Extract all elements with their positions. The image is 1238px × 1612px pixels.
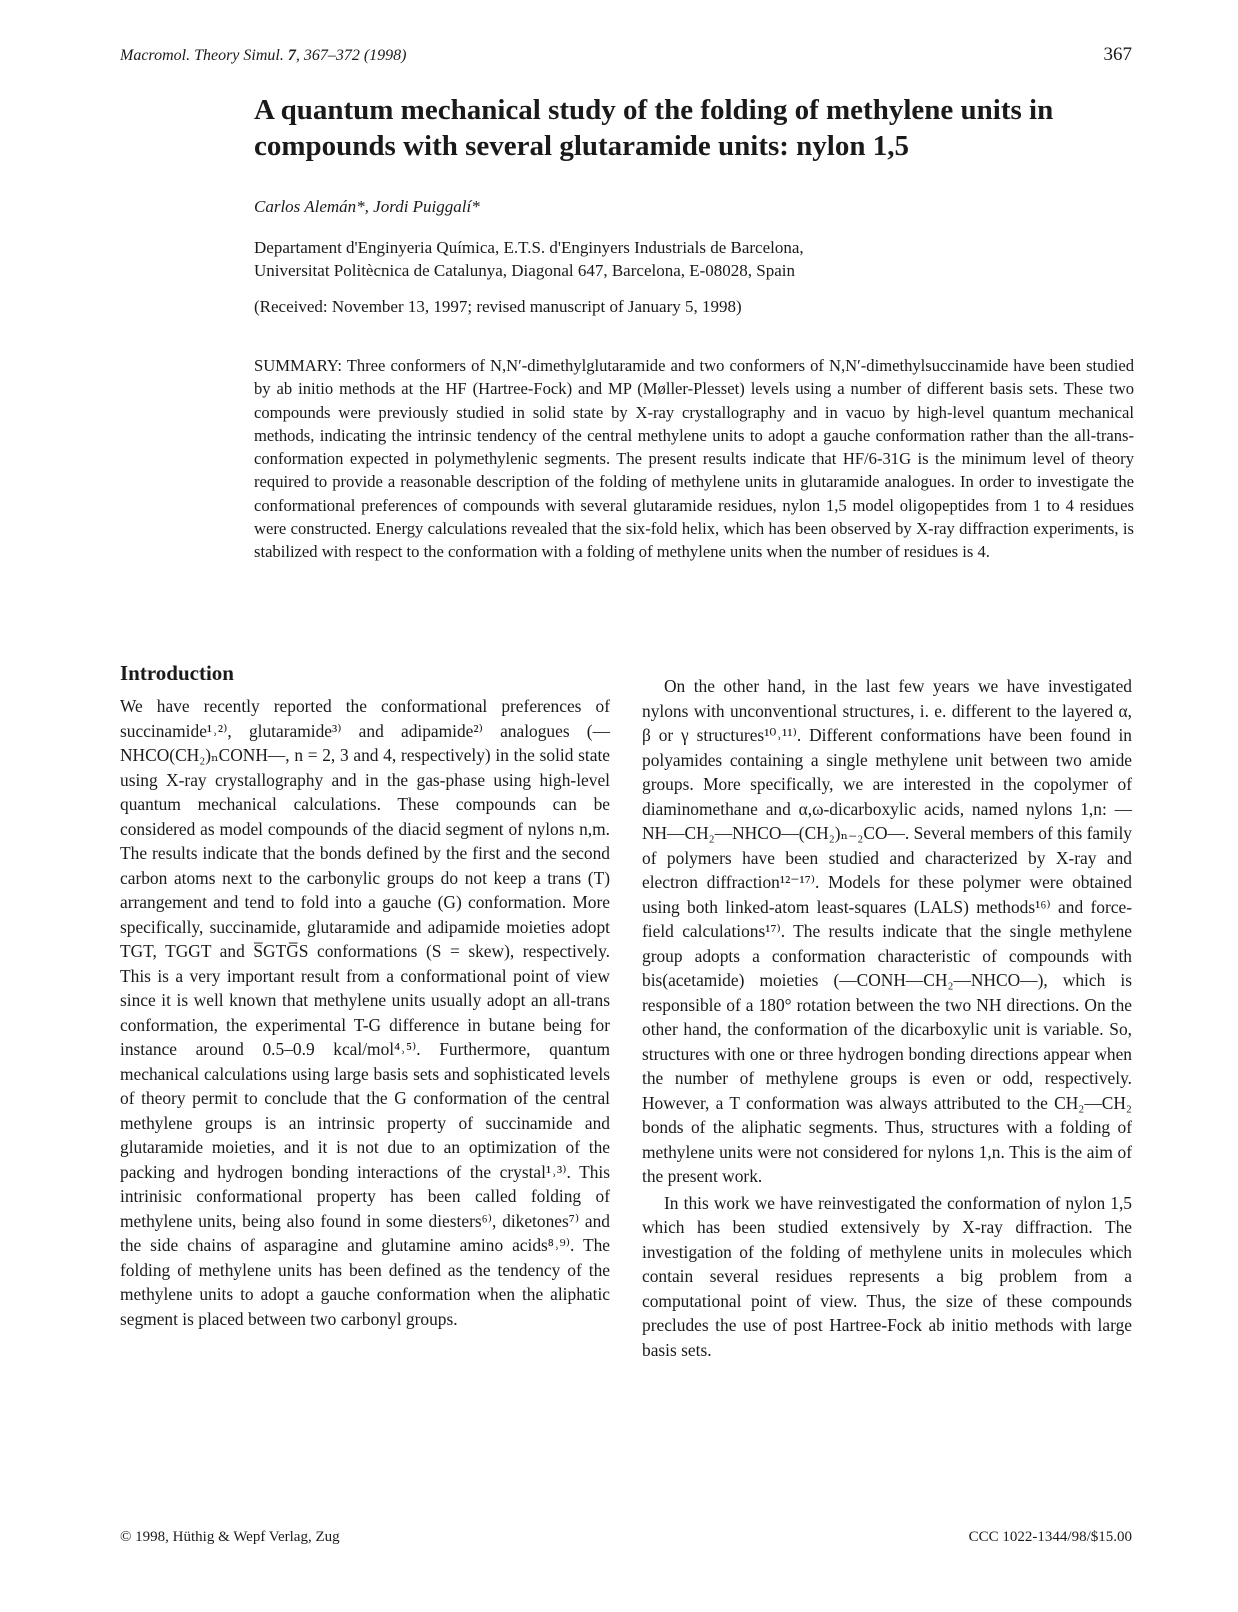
article-title: A quantum mechanical study of the folding of methylene units in compounds with several glutaramide units: nylon 1,5 — [254, 94, 1054, 162]
page-number: 367 — [1103, 44, 1132, 65]
section-heading-introduction: Introduction — [120, 661, 234, 685]
copyright-notice: © 1998, Hüthig & Wepf Verlag, Zug — [120, 1529, 340, 1545]
affiliation — [254, 236, 1134, 282]
running-head — [120, 46, 1130, 66]
body-paragraph: In this work we have reinvestigated the conformation of nylon 1,5 which has been studied extensively by X-ray diffraction. The investigation of the folding of methylene units in molecules which contain several residues represents a big problem from a computational point of view. Thus, the size of these compounds precludes the use of post Hartree-Fock ab initio methods with large basis sets. — [642, 1192, 1132, 1360]
affiliation-line: Universitat Politècnica de Catalunya, Diagonal 647, Barcelona, E-08028, Spain — [254, 261, 796, 280]
journal-volume: 7 — [287, 47, 296, 64]
received-dates: (Received: November 13, 1997; revised manuscript of January 5, 1998) — [254, 297, 742, 316]
journal-name: Macromol. Theory Simul. — [120, 47, 284, 64]
body-paragraph: On the other hand, in the last few years we have investigated nylons with unconventional structures, i. e. different to the layered α, β or γ structures¹⁰˒¹¹⁾. Different conformations have been found in polyamides containing a single methylene unit between two amide groups. More specifically, we are interested in the copolymer of diaminomethane and α,ω-dicarboxylic acids, named nylons 1,n: —NH—CH₂—NHCO—(CH₂)ₙ₋₂CO—. Several members of this family of polymers have been studied and characterized by X-ray and electron diffraction¹²⁻¹⁷⁾. Models for these polymer were obtained using both linked-atom least-squares (LALS) methods¹⁶⁾ and force-field calculations¹⁷⁾. The results indicate that the single methylene group adopts a conformation characteristic of compounds with bis(acetamide) moieties (—CONH—CH₂—NHCO—), which is responsible of a 180° rotation between the two NH directions. On the other hand, the conformation of the dicarboxylic unit is variable. So, structures with one or three hydrogen bonding directions appear when the number of methylene groups is even or odd, respectively. However, a T conformation was always attributed to the CH₂—CH₂ bonds of the aliphatic segments. Thus, structures with a folding of methylene units were not considered for nylons 1,n. This is the aim of the present work. — [642, 676, 1132, 1186]
author-list: Carlos Alemán*, Jordi Puiggalí* — [254, 197, 480, 216]
right-column — [642, 674, 1132, 1362]
journal-pages-year: , 367–372 (1998) — [295, 47, 407, 64]
affiliation-line: Departament d'Enginyeria Química, E.T.S. d'Enginyers Industrials de Barcelona, — [254, 238, 804, 257]
ccc-code: CCC 1022-1344/98/$15.00 — [968, 1529, 1132, 1545]
summary-abstract: SUMMARY: Three conformers of N,N′-dimethylglutaramide and two conformers of N,N′-dimethylsuccinamide have been studied by ab initio methods at the HF (Hartree-Fock) and MP (Møller-Plesset) levels using a number of different basis sets. These two compounds were previously studied in solid state by X-ray crystallography and in vacuo by high-level quantum mechanical methods, indicating the intrinsic tendency of the central methylene units to adopt a gauche conformation rather than the all-trans-conformation expected in polymethylenic segments. The present results indicate that HF/6-31G is the minimum level of theory required to provide a reasonable description of the folding of methylene units in glutaramide analogues. In order to investigate the conformational preferences of compounds with several glutaramide residues, nylon 1,5 model oligopeptides from 1 to 4 residues were constructed. Energy calculations revealed that the six-fold helix, which has been observed by X-ray diffraction experiments, is stabilized with respect to the conformation with a folding of methylene units when the number of residues is 4. — [254, 356, 1134, 562]
left-column — [120, 660, 610, 1331]
body-paragraph: We have recently reported the conformational preferences of succinamide¹˒²⁾, glutaramide³⁾ and adipamide²⁾ analogues (—NHCO(CH₂)ₙCONH—, n = 2, 3 and 4, respectively) in the solid state using X-ray crystallography and in the gas-phase using high-level quantum mechanical calculations. These compounds can be considered as model compounds of the diacid segment of nylons n,m. The results indicate that the bonds defined by the first and the second carbon atoms next to the carbonylic groups do not keep a trans (T) arrangement and tend to fold into a gauche (G) conformation. More specifically, succinamide, glutaramide and adipamide moieties adopt TGT, TGGT and S̅GTG̅S conformations (S = skew), respectively. This is a very important result from a conformational point of view since it is well known that methylene units usually adopt an all-trans conformation, the experimental T-G difference in butane being for instance around 0.5–0.9 kcal/mol⁴˒⁵⁾. Furthermore, quantum mechanical calculations using large basis sets and sophisticated levels of theory permit to conclude that the G conformation of the central methylene groups is an intrinsic property of succinamide and glutaramide moieties, and it is not due to an optimization of the packing and hydrogen bonding interactions of the crystal¹˒³⁾. This intrinisic conformational property has been called folding of methylene units, being also found in some diesters⁶⁾, diketones⁷⁾ and the side chains of asparagine and glutamine amino acids⁸˒⁹⁾. The folding of methylene units has been defined as the tendency of the methylene units to adopt a gauche conformation when the aliphatic segment is placed between two carbonyl groups. — [120, 696, 610, 1329]
